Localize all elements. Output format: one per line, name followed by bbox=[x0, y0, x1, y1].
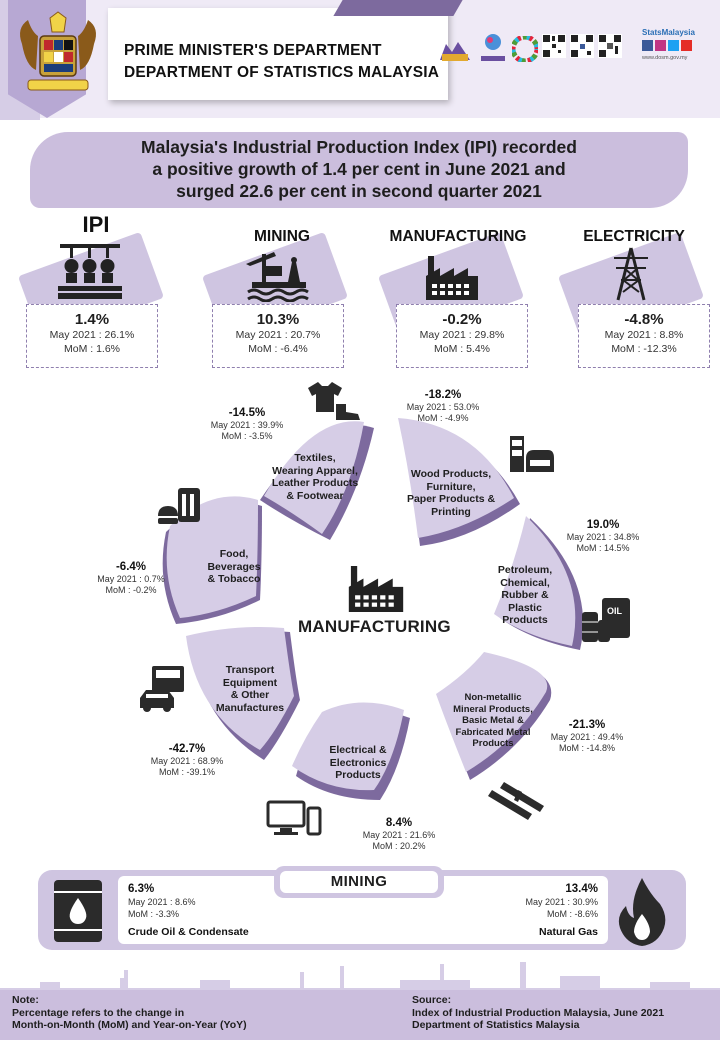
manufacturing-mom: MoM : 5.4% bbox=[433, 343, 491, 355]
segment-pct-electrical: 8.4% May 2021 : 21.6% MoM : 20.2% bbox=[362, 817, 436, 851]
oil-drum-icon bbox=[50, 878, 106, 944]
steel-beams-icon bbox=[488, 780, 548, 822]
crude-oil-value: 6.3% bbox=[128, 883, 155, 895]
qr-code-3 bbox=[598, 34, 622, 58]
mining-mom: MoM : -6.4% bbox=[248, 343, 308, 355]
mining-value: 10.3% bbox=[256, 311, 300, 328]
segment-label-transport: Transport Equipment & Other Manufactures bbox=[215, 664, 285, 714]
ipi-may: May 2021 : 26.1% bbox=[49, 329, 135, 341]
header-accent-stripe bbox=[333, 0, 462, 16]
stats-url: www.dosm.gov.my bbox=[642, 55, 688, 61]
segment-pct-food: -6.4% May 2021 : 0.7% MoM : -0.2% bbox=[97, 561, 165, 595]
crude-oil-mom: MoM : -3.3% bbox=[128, 909, 180, 919]
segment-pct-textiles: -14.5% May 2021 : 39.9% MoM : -3.5% bbox=[210, 407, 284, 441]
factory-robots-icon bbox=[56, 240, 124, 302]
instagram-icon[interactable] bbox=[655, 40, 666, 51]
partner-logos bbox=[436, 26, 716, 70]
segment-pct-wood: -18.2% May 2021 : 53.0% MoM : -4.9% bbox=[406, 389, 480, 423]
segment-pct-transport: -42.7% May 2021 : 68.9% MoM : -39.1% bbox=[150, 743, 224, 777]
note-title: Note: bbox=[12, 994, 39, 1006]
segment-pct-petroleum: 19.0% May 2021 : 34.8% MoM : 14.5% bbox=[566, 519, 640, 553]
power-tower-icon bbox=[612, 246, 650, 302]
stats-malaysia-brand: StatsMalaysia bbox=[642, 28, 695, 37]
ministry-name bbox=[124, 40, 439, 84]
footer-source bbox=[412, 994, 664, 1032]
note-line-1: Percentage refers to the change in bbox=[12, 1006, 185, 1019]
ipi-label: IPI bbox=[82, 212, 110, 237]
headline bbox=[30, 136, 688, 202]
segment-label-metal: Non-metallic Mineral Products, Basic Metal & Fabricated Metal Products bbox=[453, 692, 533, 749]
manufacturing-label: MANUFACTURING bbox=[389, 228, 527, 245]
mystats-badge-logo bbox=[436, 38, 474, 62]
ministry-line-1: PRIME MINISTER'S DEPARTMENT bbox=[124, 42, 382, 59]
source-line-1: Index of Industrial Production Malaysia, June 2021 bbox=[412, 1006, 665, 1019]
natural-gas-label: Natural Gas bbox=[539, 926, 598, 938]
segment-label-textiles: Textiles, Wearing Apparel, Leather Products & Footwear bbox=[271, 452, 359, 502]
mining-title: MINING bbox=[330, 873, 388, 890]
clothing-icon bbox=[306, 382, 362, 422]
source-title: Source: bbox=[412, 994, 452, 1006]
social-icons bbox=[642, 40, 702, 52]
center-manufacturing-label: MANUFACTURING bbox=[298, 617, 451, 636]
mining-natural-gas bbox=[525, 882, 598, 938]
segment-pct-metal: -21.3% May 2021 : 49.4% MoM : -14.8% bbox=[550, 719, 624, 753]
electricity-may: May 2021 : 8.8% bbox=[604, 329, 684, 341]
truck-car-icon bbox=[138, 664, 188, 712]
ipi-value: 1.4% bbox=[74, 311, 110, 328]
electricity-stat-box bbox=[578, 304, 710, 368]
center-factory-icon bbox=[346, 566, 406, 612]
furniture-icon bbox=[508, 436, 556, 476]
mining-may: May 2021 : 20.7% bbox=[235, 329, 321, 341]
electricity-value: -4.8% bbox=[624, 311, 664, 328]
ipi-mom: MoM : 1.6% bbox=[63, 343, 121, 355]
natural-gas-may: May 2021 : 30.9% bbox=[525, 897, 598, 907]
source-line-2: Department of Statistics Malaysia bbox=[412, 1019, 580, 1031]
twitter-icon[interactable] bbox=[668, 40, 679, 51]
flame-icon bbox=[616, 876, 668, 948]
manufacturing-value: -0.2% bbox=[442, 311, 482, 328]
qr-code-2 bbox=[570, 34, 594, 58]
segment-label-electrical: Electrical & Electronics Products bbox=[329, 744, 387, 781]
headline-line-1: Malaysia's Industrial Production Index (IPI) recorded bbox=[141, 137, 577, 157]
electricity-mom: MoM : -12.3% bbox=[611, 343, 677, 355]
factory-icon bbox=[424, 256, 480, 300]
crude-oil-label: Crude Oil & Condensate bbox=[128, 926, 249, 938]
natural-gas-mom: MoM : -8.6% bbox=[546, 909, 598, 919]
crude-oil-may: May 2021 : 8.6% bbox=[128, 897, 196, 907]
manufacturing-stat-box bbox=[396, 304, 528, 368]
coat-of-arms-logo bbox=[14, 10, 102, 98]
natural-gas-value: 13.4% bbox=[565, 883, 598, 895]
qr-code-1 bbox=[542, 34, 566, 58]
mystats-day-logo bbox=[478, 30, 508, 64]
note-line-2: Month-on-Month (MoM) and Year-on-Year (YoY) bbox=[12, 1019, 247, 1031]
manufacturing-may: May 2021 : 29.8% bbox=[419, 329, 505, 341]
oil-barrels-icon bbox=[578, 596, 634, 644]
sdg-wheel-logo bbox=[512, 36, 538, 62]
oil-rig-icon bbox=[244, 248, 310, 302]
segment-label-wood: Wood Products, Furniture, Paper Products & Printing bbox=[406, 468, 496, 518]
electricity-label: ELECTRICITY bbox=[583, 228, 685, 245]
svg-text:OIL: OIL bbox=[607, 606, 622, 616]
headline-line-2: a positive growth of 1.4 per cent in June 2021 and bbox=[152, 159, 566, 179]
computer-icon bbox=[266, 800, 322, 836]
mining-stat-box bbox=[212, 304, 344, 368]
headline-line-3: surged 22.6 per cent in second quarter 2021 bbox=[176, 181, 542, 201]
facebook-icon[interactable] bbox=[642, 40, 653, 51]
segment-label-food: Food, Beverages & Tobacco bbox=[207, 548, 261, 585]
mining-crude-oil bbox=[128, 882, 249, 938]
ipi-stat-box bbox=[26, 304, 158, 368]
segment-label-petroleum: Petroleum, Chemical, Rubber & Plastic Products bbox=[497, 564, 553, 626]
mining-label: MINING bbox=[254, 228, 310, 245]
ministry-line-2: DEPARTMENT OF STATISTICS MALAYSIA bbox=[124, 64, 440, 81]
youtube-icon[interactable] bbox=[681, 40, 692, 51]
footer-note bbox=[12, 994, 247, 1032]
food-icon bbox=[156, 486, 202, 526]
